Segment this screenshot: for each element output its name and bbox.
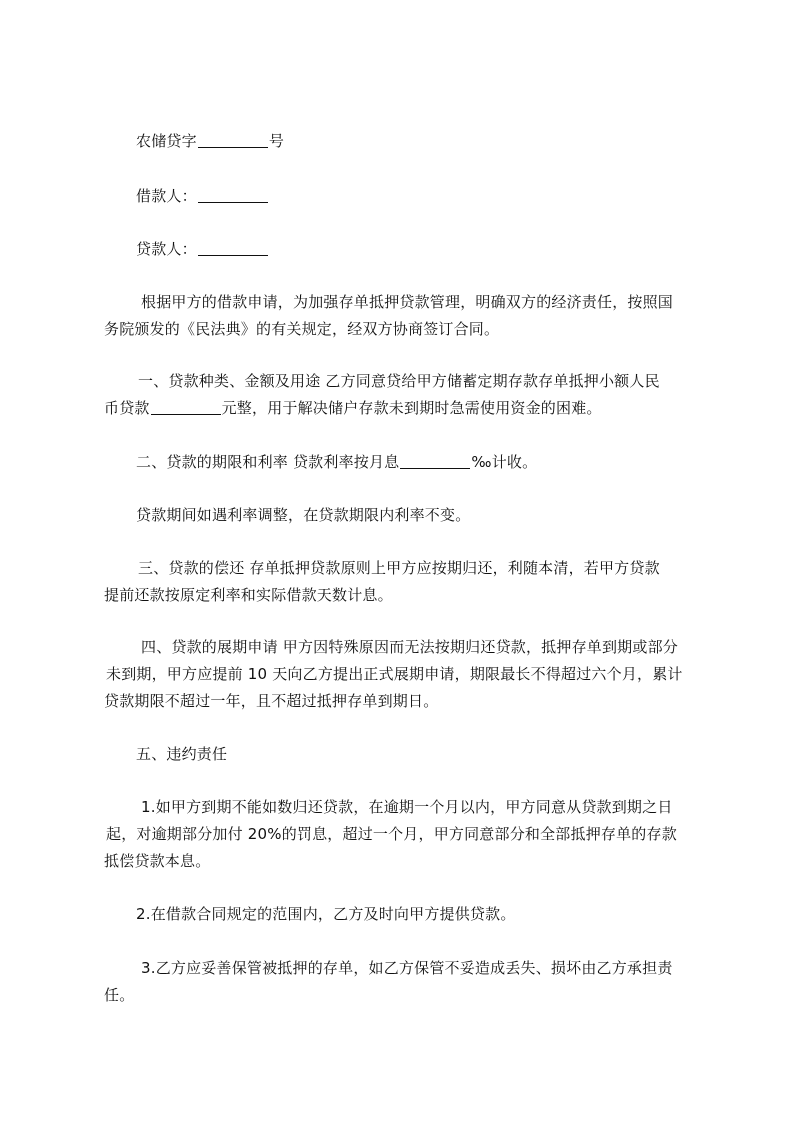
lender-line (136, 239, 269, 259)
section5-item1-line-2: 起，对逾期部分加付 20%的罚息，超过一个月，甲方同意部分和全部抵押存单的存款 (106, 825, 677, 843)
contract-number-suffix: 号 (268, 132, 285, 150)
section1-line-2-prefix: 币贷款 (104, 399, 150, 417)
contract-number-prefix: 农储贷字 (136, 132, 197, 150)
section1-line-2-suffix: 元整，用于解决储户存款未到期时急需使用资金的困难。 (221, 399, 602, 417)
lender-blank (198, 241, 268, 256)
section5-item3-line-2: 任。 (104, 986, 135, 1004)
loan-amount-blank (151, 400, 221, 415)
section4-line-1: 四、贷款的展期申请 甲方因特殊原因而无法按期归还贷款，抵押存单到期或部分 (141, 638, 678, 656)
section2-line-1 (136, 452, 537, 472)
borrower-label: 借款人： (136, 187, 197, 205)
section5-item2: 2.在借款合同规定的范围内，乙方及时向甲方提供贷款。 (136, 905, 516, 923)
section2-line-1-suffix: ‰计收。 (471, 453, 538, 471)
section3-line-2: 提前还款按原定利率和实际借款天数计息。 (104, 586, 393, 604)
section5-item3-line-1: 3.乙方应妥善保管被抵押的存单，如乙方保管不妥造成丢失、损坏由乙方承担责 (141, 959, 673, 977)
section2-line-2: 贷款期间如遇利率调整，在贷款期限内利率不变。 (136, 506, 471, 524)
section4-line-3: 贷款期限不超过一年，且不超过抵押存单到期日。 (104, 692, 439, 710)
contract-number-blank (198, 133, 268, 148)
contract-number-line (136, 131, 284, 151)
section3-line-1: 三、贷款的偿还 存单抵押贷款原则上甲方应按期归还，利随本清，若甲方贷款 (138, 559, 660, 577)
section5-item1-line-1: 1.如甲方到期不能如数归还贷款，在逾期一个月以内，甲方同意从贷款到期之日 (141, 798, 673, 816)
section4-line-2: 未到期，甲方应提前 10 天向乙方提出正式展期申请，期限最长不得超过六个月，累计 (106, 665, 683, 683)
section5-title: 五、违约责任 (136, 745, 228, 763)
section1-line-2 (104, 398, 602, 418)
section1-line-1: 一、贷款种类、金额及用途 乙方同意贷给甲方储蓄定期存款存单抵押小额人民 (138, 372, 660, 390)
preamble-line-1: 根据甲方的借款申请，为加强存单抵押贷款管理，明确双方的经济责任，按照国 (141, 293, 674, 311)
section2-line-1-prefix: 二、贷款的期限和利率 贷款利率按月息 (136, 453, 400, 471)
preamble-line-2: 务院颁发的《民法典》的有关规定，经双方协商签订合同。 (104, 320, 500, 338)
section5-item1-line-3: 抵偿贷款本息。 (104, 852, 211, 870)
borrower-blank (198, 188, 268, 203)
borrower-line (136, 186, 269, 206)
interest-rate-blank (400, 454, 470, 469)
lender-label: 贷款人： (136, 240, 197, 258)
